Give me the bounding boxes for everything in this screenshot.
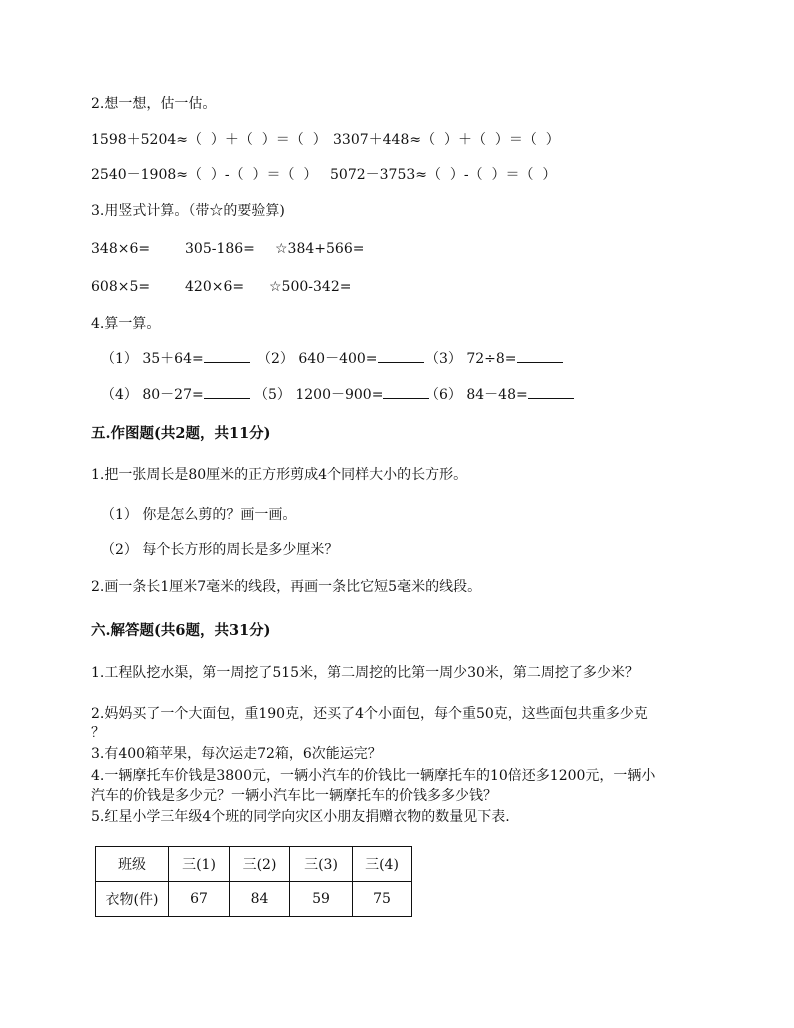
- calc-item: （3） 72÷8=: [425, 349, 563, 368]
- word-problem-5: 5.红星小学三年级4个班的同学向灾区小朋友捐赠衣物的数量见下表.: [91, 809, 510, 825]
- estimate-item: 5072－3753≈（ ）-（ ）＝（ ）: [330, 167, 557, 183]
- word-problem-4-cont: 汽车的价钱是多少元？一辆小汽车比一辆摩托车的价钱多多少钱？: [91, 788, 497, 804]
- section-3-title: 3.用竖式计算。（带☆的要验算): [91, 203, 285, 219]
- table-cell: 59: [290, 882, 353, 917]
- table-cell: 67: [169, 882, 230, 917]
- calc-item: （2） 640－400=: [257, 349, 424, 368]
- table-header-cell: 三(3): [290, 847, 353, 882]
- drawing-question-1b: （2） 每个长方形的周长是多少厘米？: [101, 542, 339, 558]
- donation-table: [95, 846, 412, 917]
- estimate-item: 1598＋5204≈（ ）＋（ ）＝（ ）: [91, 132, 327, 148]
- section-6-heading: 六.解答题(共6题，共31分): [91, 622, 271, 639]
- section-4-title: 4.算一算。: [91, 316, 161, 332]
- word-problem-2-cont: ？: [91, 725, 105, 741]
- table-cell: 衣物(件): [96, 882, 169, 917]
- calc-item: （5） 1200－900=: [254, 385, 429, 404]
- word-problem-3: 3.有400箱苹果，每次运走72箱，6次能运完？: [91, 746, 382, 762]
- table-header-cell: 三(4): [353, 847, 412, 882]
- section-2-title: 2.想一想，估一估。: [91, 96, 217, 112]
- calc-item: 608×5=: [91, 279, 151, 295]
- section-5-heading: 五.作图题(共2题，共11分): [91, 425, 271, 442]
- calc-item: （4） 80－27=: [101, 385, 250, 404]
- calc-item: （1） 35＋64=: [101, 349, 250, 368]
- table-header-cell: 班级: [96, 847, 169, 882]
- calc-item: 420×6=: [185, 279, 245, 295]
- calc-item: ☆500-342=: [269, 279, 352, 295]
- drawing-question-2: 2.画一条长1厘米7毫米的线段，再画一条比它短5毫米的线段。: [91, 579, 482, 595]
- table-header-row: [96, 847, 412, 882]
- word-problem-2: 2.妈妈买了一个大面包，重190克，还买了4个小面包，每个重50克，这些面包共重多少克: [91, 706, 648, 722]
- estimate-item: 3307＋448≈（ ）＋（ ）＝（ ）: [333, 132, 560, 148]
- table-header-cell: 三(2): [230, 847, 290, 882]
- calc-item: ☆384+566=: [275, 241, 365, 257]
- estimate-item: 2540－1908≈（ ）-（ ）＝（ ）: [91, 167, 318, 183]
- drawing-question-1: 1.把一张周长是80厘米的正方形剪成4个同样大小的长方形。: [91, 467, 468, 483]
- calc-item: （6） 84－48=: [425, 385, 574, 404]
- calc-item: 348×6=: [91, 241, 151, 257]
- word-problem-1: 1.工程队挖水渠，第一周挖了515米，第二周挖的比第一周少30米，第二周挖了多少米？: [91, 665, 639, 681]
- table-row: [96, 882, 412, 917]
- word-problem-4: 4.一辆摩托车价钱是3800元，一辆小汽车的价钱比一辆摩托车的10倍还多1200元，一辆小: [91, 768, 656, 784]
- drawing-question-1a: （1） 你是怎么剪的？画一画。: [101, 507, 297, 523]
- calc-item: 305-186=: [185, 241, 255, 257]
- table-header-cell: 三(1): [169, 847, 230, 882]
- table-cell: 84: [230, 882, 290, 917]
- table-cell: 75: [353, 882, 412, 917]
